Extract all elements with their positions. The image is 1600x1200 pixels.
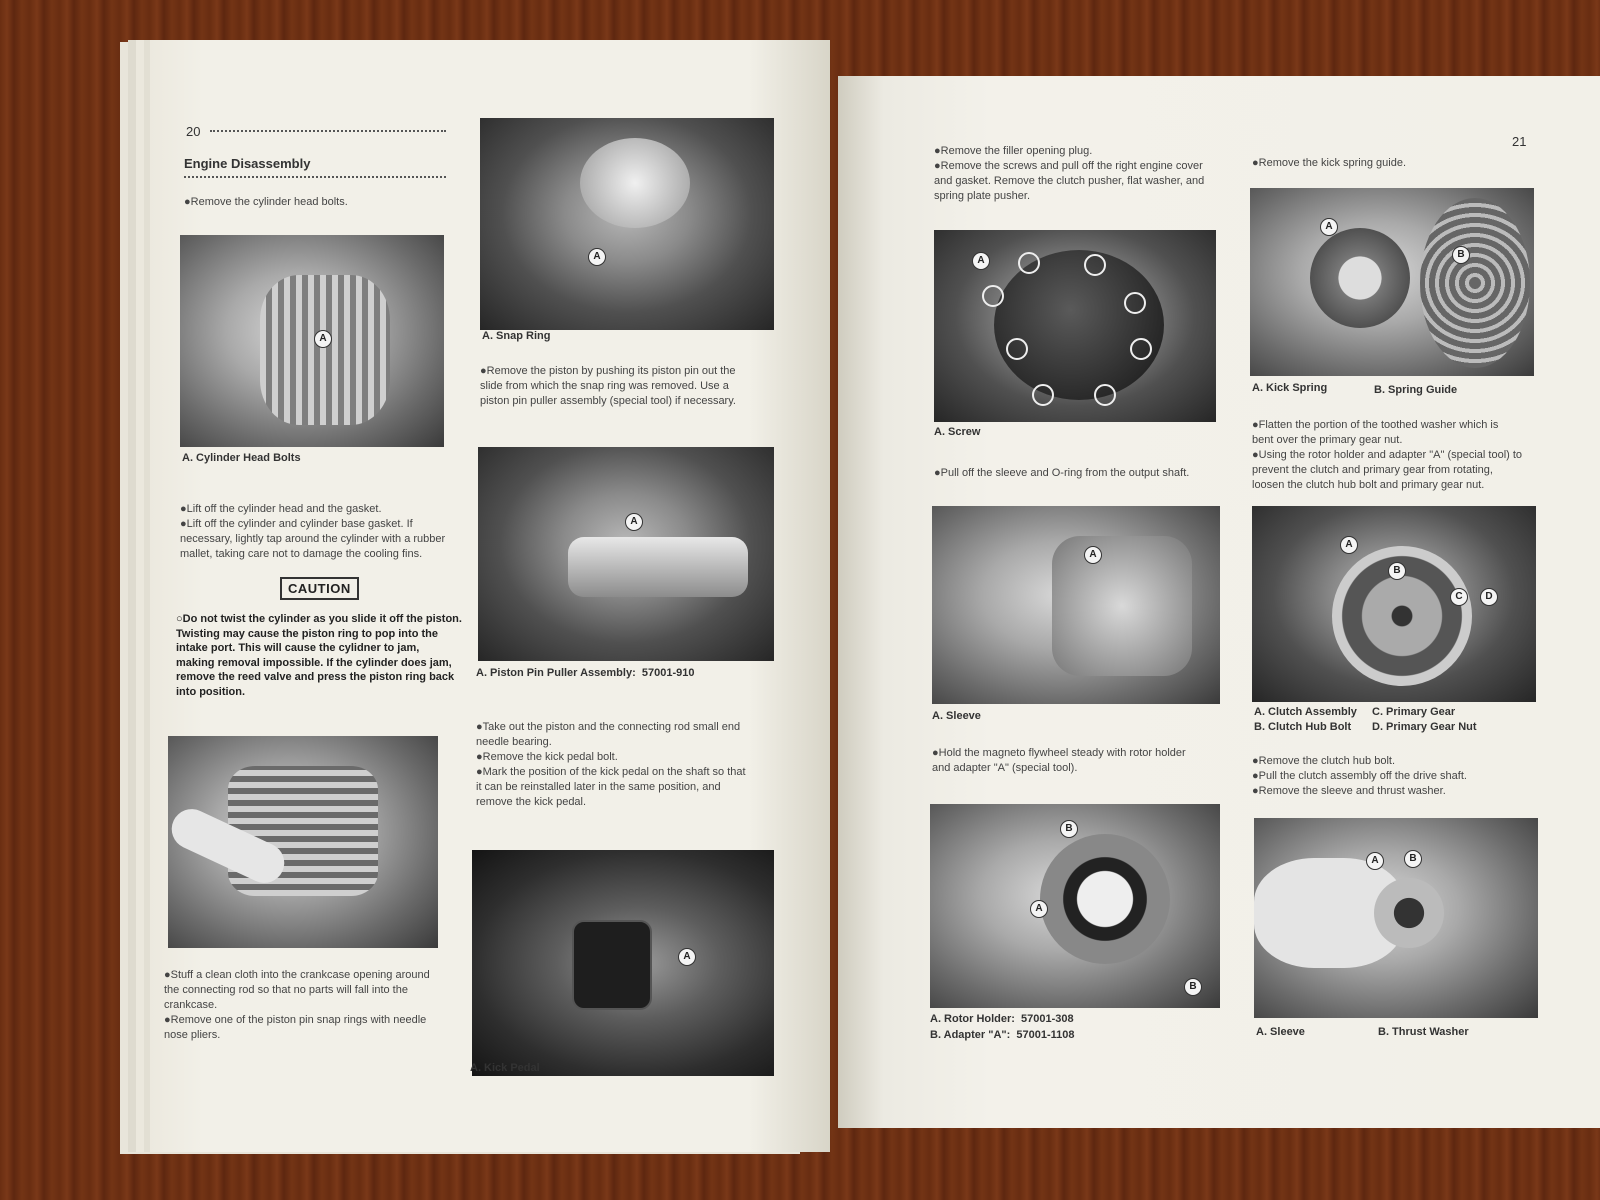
callout-b: B: [1452, 246, 1470, 264]
crankcase: [1052, 536, 1192, 676]
photo-sleeve: [932, 506, 1220, 704]
steps-remove-clutch-hub-bolt: ●Remove the clutch hub bolt. ●Pull the clutch assembly off the drive shaft. ●Remove the sleeve and thrust washer.: [1252, 755, 1467, 797]
steps-take-out-piston: ●Take out the piston and the connecting rod small end needle bearing. ●Remove the kick pedal bolt. ●Mark the position of the kick pedal on the shaft so that it can be reinstalled later in the same position, and remove the kick pedal.: [476, 721, 746, 808]
screw-ring: [1018, 252, 1040, 274]
callout-a: A: [1320, 218, 1338, 236]
callout-b: B: [1404, 850, 1422, 868]
steps-stuff-cloth: ●Stuff a clean cloth into the crankcase opening around the connecting rod so that no parts will fall into the crankcase. ●Remove one of the piston pin snap rings with needle nose pliers.: [164, 969, 430, 1041]
photo-kick-spring: [1250, 188, 1534, 376]
caption-adapter: B. Adapter "A": 57001-1108: [930, 1029, 1075, 1041]
callout-a: A: [1366, 852, 1384, 870]
callout-b: B: [1060, 820, 1078, 838]
photo-kick-pedal: [472, 850, 774, 1076]
caption-primary-gear-nut: D. Primary Gear Nut: [1372, 721, 1477, 733]
callout-d: D: [1480, 588, 1498, 606]
screw-ring: [1032, 384, 1054, 406]
header-rule: [210, 130, 446, 132]
callout-a: A: [1340, 536, 1358, 554]
photo-sleeve-thrust-washer: [1254, 818, 1538, 1018]
caption-primary-gear: C. Primary Gear: [1372, 706, 1456, 718]
caption-clutch-hub-bolt: B. Clutch Hub Bolt: [1254, 721, 1352, 733]
caution-text: ○Do not twist the cylinder as you slide it off the piston. Twisting may cause the piston ring to pop into the intake port. This will cause the cylidner to jam, making removal impossible. If the cylinder does jam, remove the reed valve and press the piston ring back into position.: [176, 613, 462, 698]
pin-puller-tool: [568, 537, 748, 597]
cooling-fins: [260, 275, 390, 425]
screw-ring: [1084, 254, 1106, 276]
step-hold-flywheel: ●Hold the magneto flywheel steady with rotor holder and adapter "A" (special tool).: [932, 747, 1186, 774]
engine-cover: [994, 250, 1164, 400]
photo-cylinder-head: [180, 235, 444, 447]
callout-a: A: [588, 248, 606, 266]
step-remove-piston: ●Remove the piston by pushing its piston pin out the slide from which the snap ring was removed. Use a piston pin puller assembly (special tool) if necessary.: [480, 365, 736, 407]
callout-a: A: [678, 948, 696, 966]
caption-sleeve: A. Sleeve: [1256, 1026, 1305, 1038]
callout-a: A: [625, 513, 643, 531]
sleeve: [1374, 878, 1444, 948]
photo-rotor-holder: [930, 804, 1220, 1008]
caution-label: CAUTION: [280, 577, 359, 600]
caption-kick-pedal: A. Kick Pedal: [470, 1062, 540, 1074]
kick-pedal: [572, 920, 652, 1010]
magneto-flywheel: [1040, 834, 1170, 964]
caption-rotor-holder: A. Rotor Holder: 57001-308: [930, 1013, 1074, 1025]
gear: [1420, 198, 1530, 368]
steps-filler-plug: ●Remove the filler opening plug. ●Remove the screws and pull off the right engine cover and gasket. Remove the clutch pusher, flat washer, and spring plate pusher.: [934, 145, 1205, 202]
caption-kick-spring: A. Kick Spring: [1252, 382, 1328, 394]
caption-snap-ring: A. Snap Ring: [482, 330, 551, 342]
steps-lift-cylinder: ●Lift off the cylinder head and the gasket. ●Lift off the cylinder and cylinder base gasket. If necessary, lightly tap around the cylinder with a rubber mallet, taking care not to damage the cooling fins.: [180, 503, 446, 560]
screw-ring: [1124, 292, 1146, 314]
page-number: 21: [1512, 134, 1527, 149]
callout-b: B: [1184, 978, 1202, 996]
photo-snap-ring: [480, 118, 774, 330]
caption-cylinder-head-bolts: A. Cylinder Head Bolts: [182, 452, 301, 464]
caption-piston-pin-puller: A. Piston Pin Puller Assembly: 57001-910: [476, 667, 695, 679]
callout-a: A: [972, 252, 990, 270]
piston: [580, 138, 690, 228]
step-remove-head-bolts: ●Remove the cylinder head bolts.: [184, 196, 348, 208]
caption-clutch-assembly: A. Clutch Assembly: [1254, 706, 1357, 718]
photo-cylinder-removal: [168, 736, 438, 948]
callout-b: B: [1388, 562, 1406, 580]
page-number: 20: [186, 124, 201, 139]
callout-a: A: [314, 330, 332, 348]
screw-ring: [1006, 338, 1028, 360]
caption-sleeve: A. Sleeve: [932, 710, 981, 722]
photo-piston-pin-puller: [478, 447, 774, 661]
callout-c: C: [1450, 588, 1468, 606]
step-remove-kick-spring-guide: ●Remove the kick spring guide.: [1252, 157, 1406, 169]
steps-flatten-washer: ●Flatten the portion of the toothed washer which is bent over the primary gear nut. ●Using the rotor holder and adapter "A" (special tool) to prevent the clutch and primary gear from rotating, loosen the clutch hub bolt and primary gear nut.: [1252, 419, 1523, 491]
caption-thrust-washer: B. Thrust Washer: [1378, 1026, 1469, 1038]
screw-ring: [1094, 384, 1116, 406]
callout-a: A: [1030, 900, 1048, 918]
screw-ring: [982, 285, 1004, 307]
title-rule: [184, 176, 446, 178]
callout-a: A: [1084, 546, 1102, 564]
caption-spring-guide: B. Spring Guide: [1374, 384, 1458, 396]
caption-screw: A. Screw: [934, 426, 981, 438]
photo-engine-cover-screws: [934, 230, 1216, 422]
right-page: [838, 76, 1600, 1128]
section-title: Engine Disassembly: [184, 156, 311, 171]
kick-spring: [1310, 228, 1410, 328]
left-page: [150, 40, 830, 1152]
step-pull-sleeve: ●Pull off the sleeve and O-ring from the output shaft.: [934, 467, 1190, 479]
screw-ring: [1130, 338, 1152, 360]
photo-clutch-assembly: [1252, 506, 1536, 702]
